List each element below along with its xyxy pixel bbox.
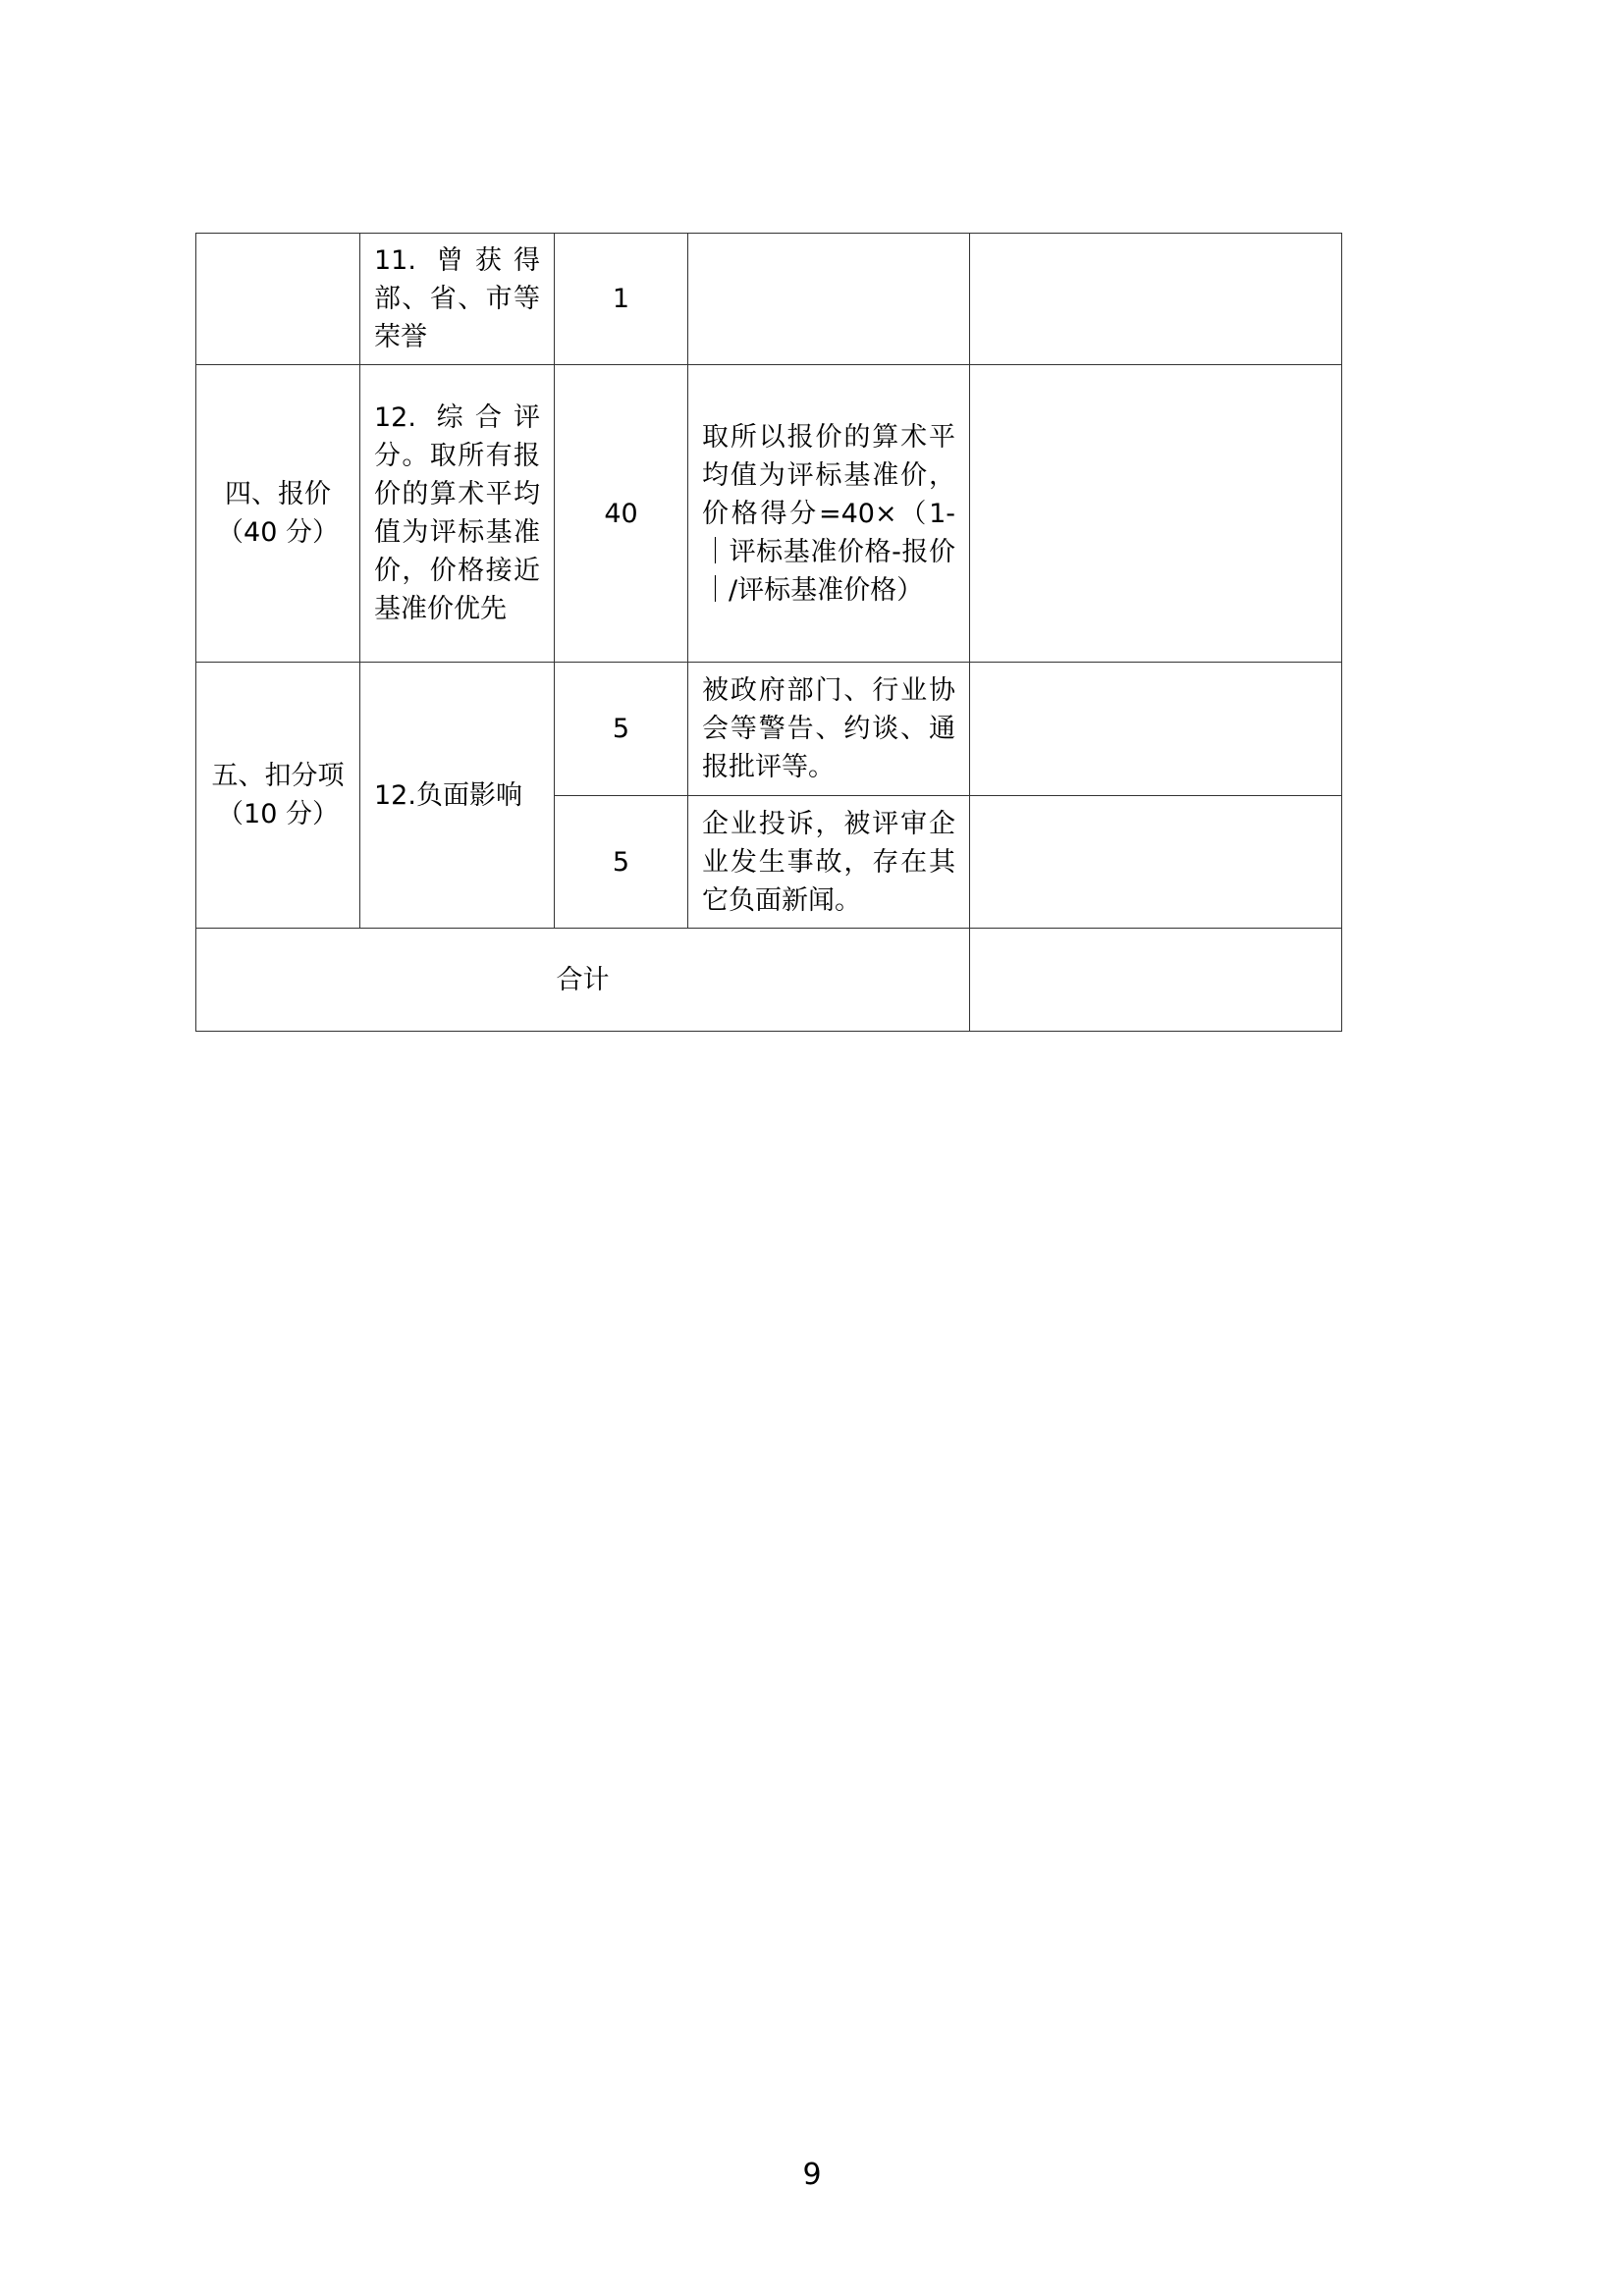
- item-cell: 12.负面影响: [360, 663, 555, 929]
- category-cell: 五、扣分项（10 分）: [196, 663, 360, 929]
- table-row-deduction-1: [196, 663, 1342, 796]
- table-row-total: [196, 929, 1342, 1032]
- scoring-table: [195, 233, 1342, 1032]
- total-value-cell: [970, 929, 1342, 1032]
- score-cell: 5: [555, 796, 688, 929]
- category-cell: [196, 234, 360, 365]
- remark-cell: [970, 796, 1342, 929]
- remark-cell: [970, 365, 1342, 663]
- remark-cell: [970, 663, 1342, 796]
- table-row-honors: [196, 234, 1342, 365]
- score-cell: 5: [555, 663, 688, 796]
- standard-cell: 企业投诉，被评审企业发生事故，存在其它负面新闻。: [688, 796, 970, 929]
- standard-cell: 被政府部门、行业协会等警告、约谈、通报批评等。: [688, 663, 970, 796]
- page-number: 9: [802, 2158, 822, 2192]
- category-cell: 四、报价（40 分）: [196, 365, 360, 663]
- remark-cell: [970, 234, 1342, 365]
- total-label: 合计: [196, 929, 970, 1032]
- standard-cell: 取所以报价的算术平均值为评标基准价，价格得分=40×（1-｜评标基准价格-报价｜/评标基准价格）: [688, 365, 970, 663]
- item-cell: 11. 曾获得部、省、市等荣誉: [360, 234, 555, 365]
- score-cell: 40: [555, 365, 688, 663]
- item-cell: 12. 综合评分。取所有报价的算术平均值为评标基准价，价格接近基准价优先: [360, 365, 555, 663]
- table-row-quotation: [196, 365, 1342, 663]
- standard-cell: [688, 234, 970, 365]
- score-cell: 1: [555, 234, 688, 365]
